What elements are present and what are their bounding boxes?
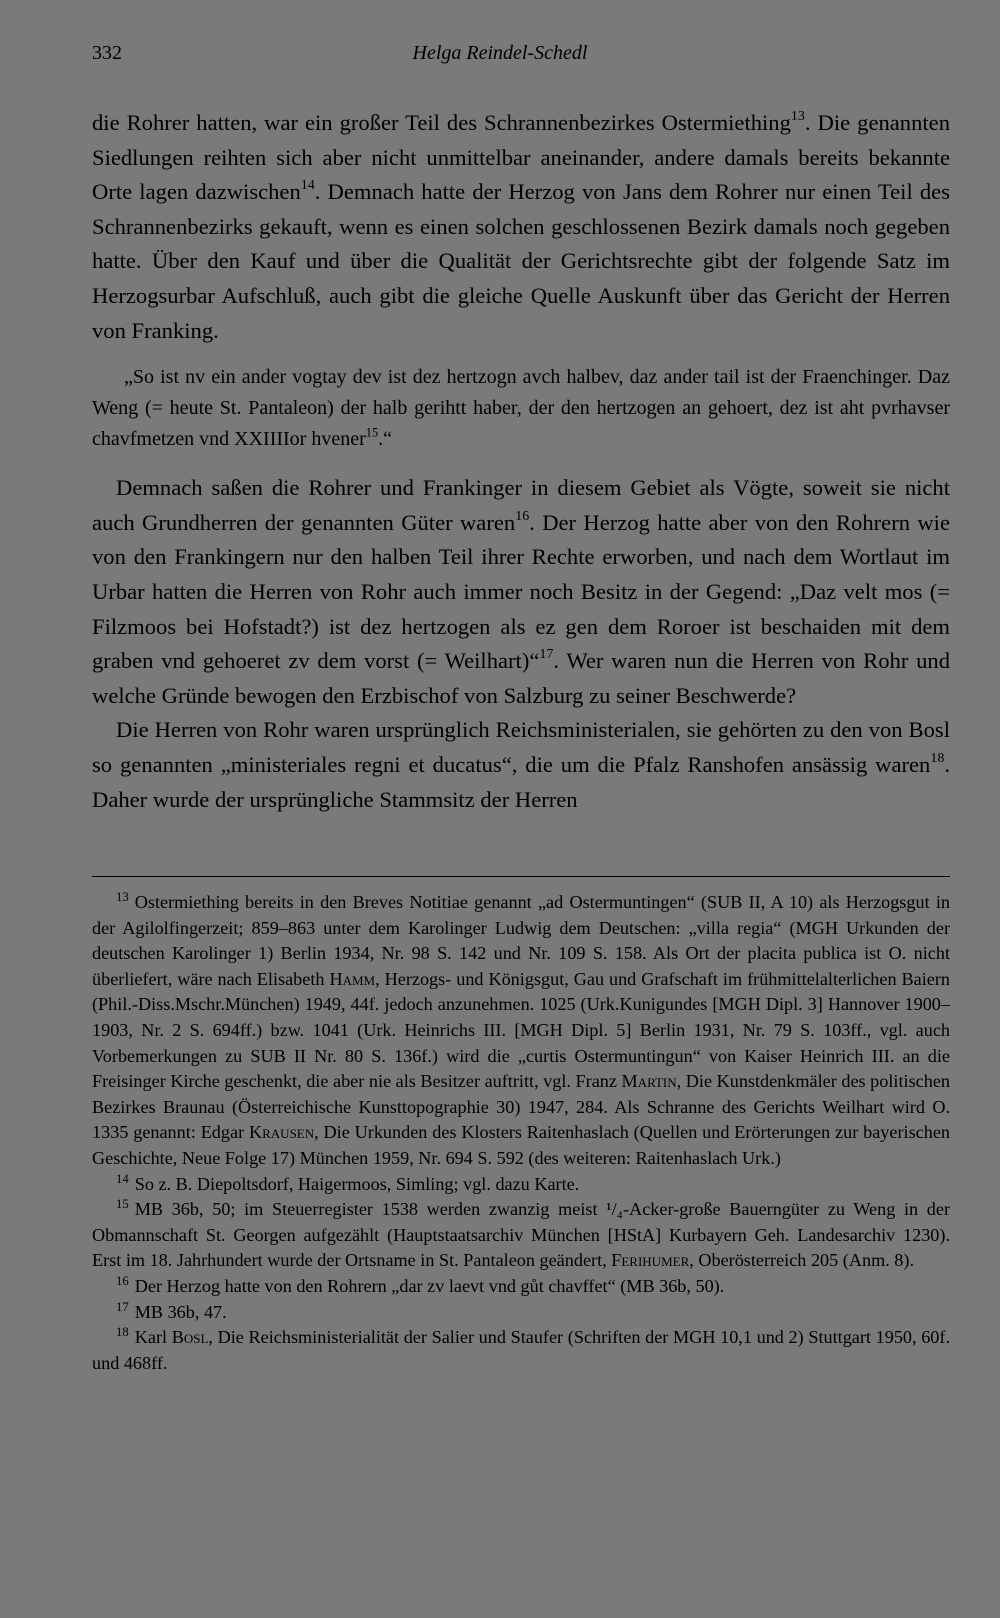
footnote-16: $^{16}$ Der Herzog hatte von den Rohrern „dar zv laevt vnd gůt chavffet“ (MB 36b, 50). <box>116 1273 725 1296</box>
author-name: Ferihumer <box>611 1250 690 1271</box>
footnote-ref[interactable]: 16 <box>515 508 530 524</box>
running-title: Helga Reindel-Schedl <box>412 42 588 64</box>
footnote-number: 16 <box>116 1273 129 1288</box>
footnote-ref[interactable]: 15 <box>365 425 379 440</box>
footnote-17: $^{17}$ MB 36b, 47. <box>116 1299 227 1322</box>
paragraph: die Rohrer hatten, war ein großer Teil des Schrannenbezirkes Ostermiething$^{13}$. Die genannten Siedlungen reihten sich aber nicht unmittelbar aneinander, andere damals bereits bekannte Orte lagen dazwischen$^{14}$. Demnach hatte der Herzog von Jans dem Rohrer nur einen Teil des Schrannenbezirks gekauft, wenn es einen solchen geschlossenen Bezirk damals noch gegeben hatte. Über den Kauf und über die Qualität der Gerichtsrechte gibt der folgende Satz im Herzogsurbar Aufschluß, auch gibt die gleiche Quelle Auskunft über das Gericht der Herren von Franking. <box>92 109 950 343</box>
footnote-ref[interactable]: 18 <box>930 751 945 767</box>
footnote-divider <box>92 876 950 877</box>
author-name: Bosl <box>171 1327 209 1348</box>
footnotes <box>92 890 950 1376</box>
author-name: Martin <box>621 1071 677 1092</box>
footnote-number: 13 <box>116 890 129 904</box>
block-quote: „So ist nv ein ander vogtay dev ist dez hertzogn avch halbev, daz ander tail ist der Fraenchinger. Daz Weng (= heute St. Pantaleon) der halb gerihtt haber, der den hertzogen an gehoert, dez ist aht pvrhavser chavfmetzen vnd XXIIIIor hvener$^{15}$.“ <box>92 366 950 451</box>
footnote-18: $^{18}$ Karl Bosl, Die Reichsministerialität der Salier und Staufer (Schriften der MGH 10,1 und 2) Stuttgart 1950, 60f. und 468ff. <box>92 1325 950 1373</box>
page-header <box>0 42 1000 72</box>
author-name: Krausen <box>248 1122 315 1143</box>
author-name: Hamm <box>329 968 376 989</box>
footnote-13: $^{13}$ Ostermiething bereits in den Breves Notitiae genannt „ad Ostermuntingen“ (SUB II, A 10) als Herzogsgut in der Agilolfingerzeit; 859–863 unter dem Karolinger Ludwig dem Deutschen: „villa regia“ (MGH Urkunden der deutschen Karolinger 1) Berlin 1934, Nr. 98 S. 142 und Nr. 109 S. 158. Als Ort der placita publica ist O. nicht überliefert, wäre nach Elisabeth Hamm, Herzogs- und Königsgut, Gau und Grafschaft im frühmittelalterlichen Baiern (Phil.-Diss.Mschr.München) 1949, 44f. jedoch anzunehmen. 1025 (Urk.Kunigundes [MGH Dipl. 3] Hannover 1900–1903, Nr. 2 S. 694ff.) bzw. 1041 (Urk. Heinrichs III. [MGH Dipl. 5] Berlin 1931, Nr. 79 S. 103ff., vgl. auch Vorbemerkungen zu SUB II Nr. 80 S. 136f.) wird die „curtis Ostermuntingun“ von Kaiser Heinrich III. an die Freisinger Kirche geschenkt, die aber nie als Besitzer auftritt, vgl. Franz Martin, Die Kunstdenkmäler des politischen Bezirkes Braunau (Österreichische Kunsttopographie 30) 1947, 284. Als Schranne des Gerichts Weilhart wird O. 1335 genannt: Edgar Krausen, Die Urkunden des Klosters Raitenhaslach (Quellen und Erörterungen zur bayerischen Geschichte, Neue Folge 17) München 1959, Nr. 694 S. 592 (des weiteren: Raitenhaslach Urk.) <box>92 890 950 1168</box>
footnote-number: 15 <box>116 1197 129 1212</box>
footnote-number: 18 <box>116 1325 129 1340</box>
page-number: 332 <box>92 42 122 64</box>
footnote-ref[interactable]: 13 <box>790 109 805 125</box>
footnote-15: $^{15}$ MB 36b, 50; im Steuerregister 1538 werden zwanzig meist ¹/₄-Acker-große Bauerngüter zu Weng in der Obmannschaft St. Georgen aufgezählt (Hauptstaatsarchiv München [HStA] Kurbayern Geh. Landesarchiv 1230). Erst im 18. Jahrhundert wurde der Ortsname in St. Pantaleon geändert, Ferihumer, Oberösterreich 205 (Anm. 8). <box>92 1197 950 1271</box>
paragraph: Demnach saßen die Rohrer und Frankinger in diesem Gebiet als Vögte, soweit sie nicht auch Grundherren der genannten Güter waren$^{16}$. Der Herzog hatte aber von den Rohrern wie von den Frankingern nur den halben Teil ihrer Rechte erworben, und nach dem Wortlaut im Urbar hatten die Herren von Rohr auch immer noch Besitz in der Gegend: „Daz velt mos (= Filzmoos bei Hofstadt?) ist dez hertzogen als ez gen dem Roroer ist beschaiden mit dem graben vnd gehoeret zv dem vorst (= Weilhart)“$^{17}$. Wer waren nun die Herren von Rohr und welche Gründe bewogen den Erzbischof von Salzburg zu seiner Beschwerde? <box>92 475 950 708</box>
footnote-number: 14 <box>116 1171 129 1186</box>
footnote-14: $^{14}$ So z. B. Diepoltsdorf, Haigermoos, Simling; vgl. dazu Karte. <box>116 1171 580 1194</box>
footnote-ref[interactable]: 14 <box>300 178 315 194</box>
footnote-ref[interactable]: 17 <box>539 647 554 663</box>
footnote-number: 17 <box>116 1299 129 1314</box>
paragraph: Die Herren von Rohr waren ursprünglich Reichsministerialen, sie gehörten zu den von Bosl so genannten „ministeriales regni et ducatus“, die um die Pfalz Ranshofen ansässig waren$^{18}$. Daher wurde der ursprüngliche Stammsitz der Herren <box>92 717 950 812</box>
main-text <box>92 106 950 817</box>
